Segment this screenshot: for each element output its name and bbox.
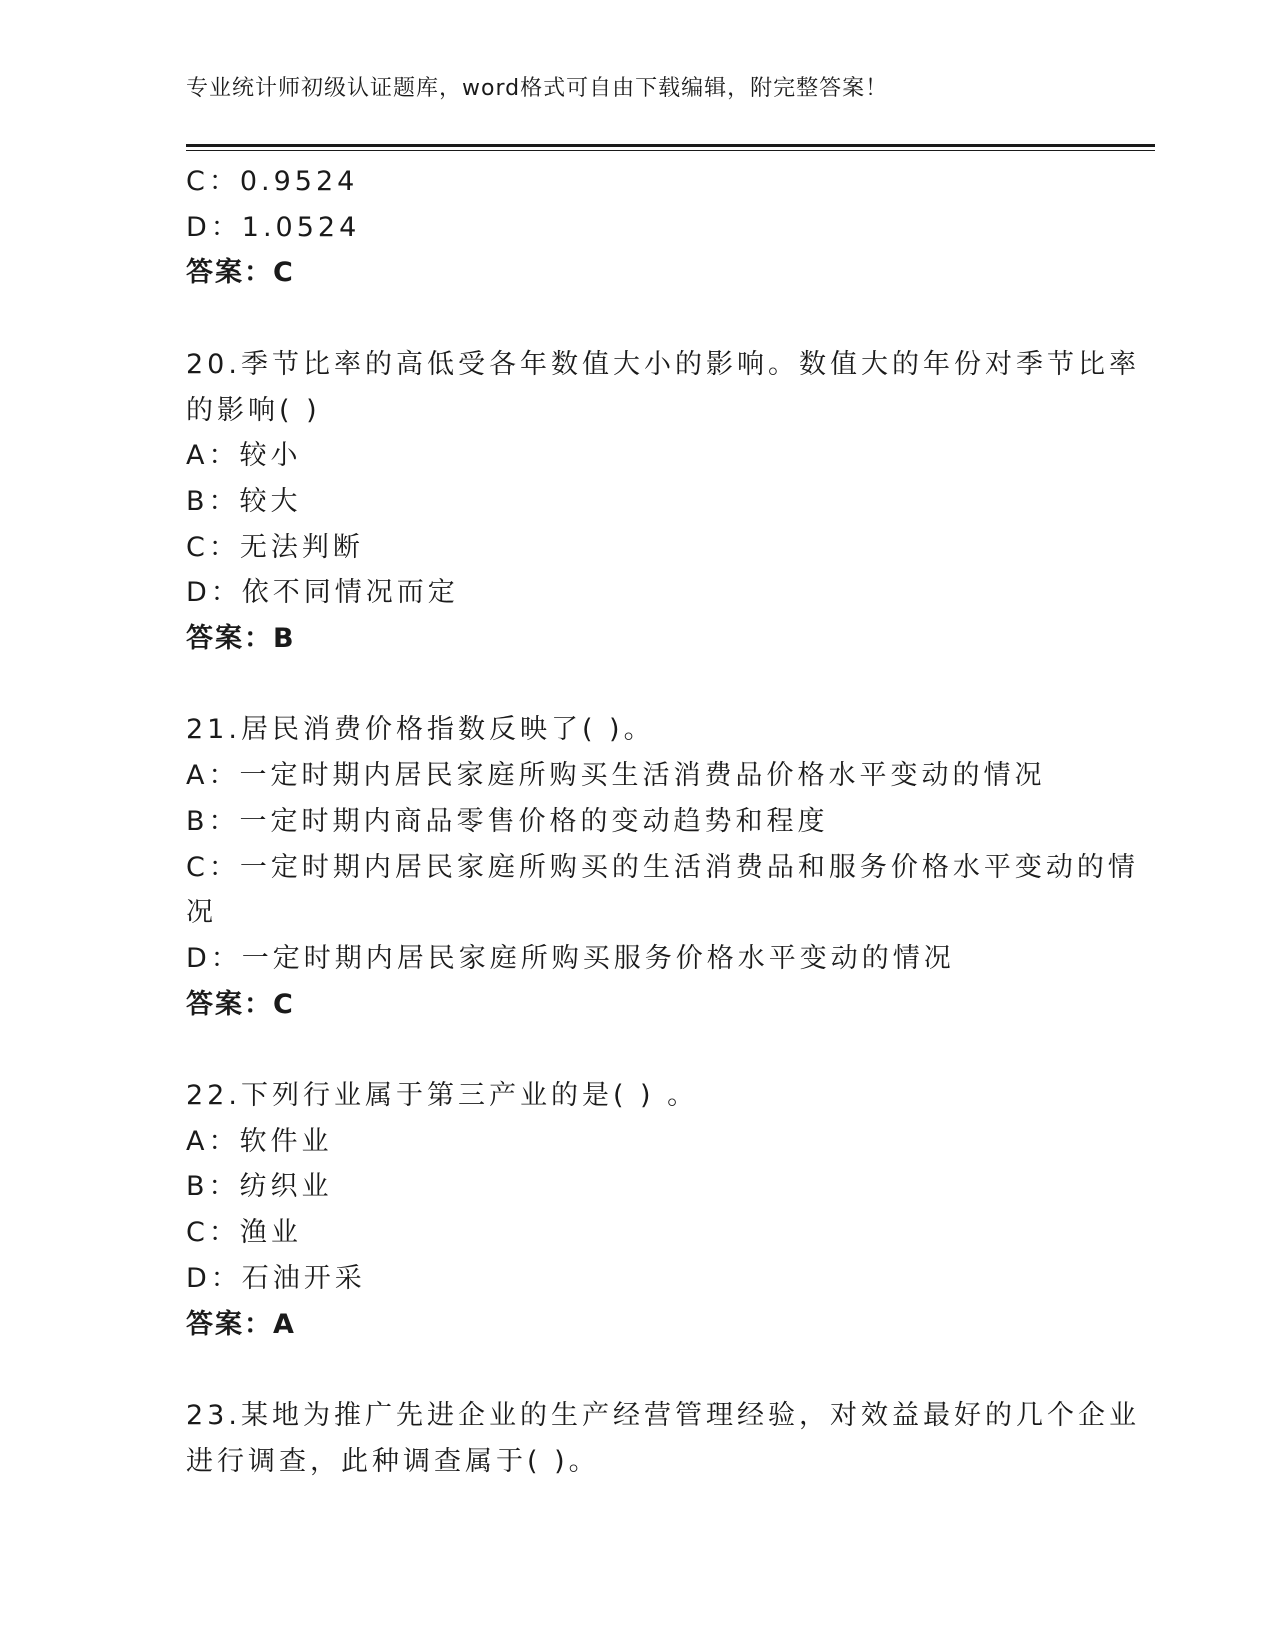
question-stem: 20.季节比率的高低受各年数值大小的影响。数值大的年份对季节比率 <box>186 348 1140 380</box>
spacer <box>186 1027 1086 1073</box>
option-a: A：较小 <box>186 440 302 472</box>
option-d: D：一定时期内居民家庭所购买服务价格水平变动的情况 <box>186 942 955 974</box>
option-b: B：较大 <box>186 485 302 517</box>
option-c: C：一定时期内居民家庭所购买的生活消费品和服务价格水平变动的情 <box>186 851 1139 883</box>
question-stem: 22.下列行业属于第三产业的是( ) 。 <box>186 1080 699 1112</box>
page-header: 专业统计师初级认证题库，word格式可自由下载编辑，附完整答案！ <box>186 76 889 101</box>
header-rule-thin <box>186 150 1155 151</box>
question-stem: 21.居民消费价格指数反映了( )。 <box>186 714 655 746</box>
option-c: C：渔业 <box>186 1217 302 1249</box>
spacer <box>186 296 1086 342</box>
question-stem: 23.某地为推广先进企业的生产经营管理经验，对效益最好的几个企业 <box>186 1399 1140 1431</box>
answer-line: 答案：C <box>186 988 295 1020</box>
option-c: C：0.9524 <box>186 166 359 197</box>
answer-line: 答案：B <box>186 623 296 655</box>
question-stem: 进行调查，此种调查属于( )。 <box>186 1445 600 1477</box>
header-rule-thick <box>186 144 1155 147</box>
spacer <box>186 662 1086 708</box>
option-a: A：软件业 <box>186 1125 333 1157</box>
option-b: B：一定时期内商品零售价格的变动趋势和程度 <box>186 805 829 837</box>
option-d: D：石油开采 <box>186 1262 366 1294</box>
option-d: D：1.0524 <box>186 211 361 243</box>
spacer <box>186 1347 1086 1393</box>
option-c: C：无法判断 <box>186 531 364 563</box>
option-d: D：依不同情况而定 <box>186 577 459 609</box>
option-b: B：纺织业 <box>186 1171 333 1203</box>
option-c-continued: 况 <box>186 897 217 929</box>
answer-line: 答案：A <box>186 1308 296 1340</box>
question-content <box>186 159 1140 1484</box>
answer-line: 答案：C <box>186 257 295 289</box>
question-stem: 的影响( ) <box>186 394 321 426</box>
option-a: A：一定时期内居民家庭所购买生活消费品价格水平变动的情况 <box>186 760 1046 792</box>
